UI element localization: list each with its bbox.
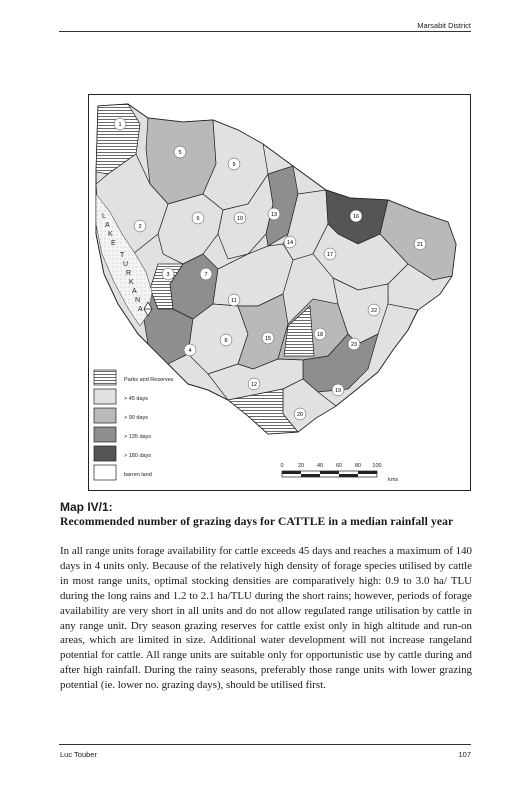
map-title: Map IV/1: xyxy=(60,500,113,514)
scale-tick-label: 40 xyxy=(316,463,324,469)
svg-text:17: 17 xyxy=(326,252,334,258)
svg-text:6: 6 xyxy=(196,216,200,222)
unit-marker-7 xyxy=(200,268,212,280)
lake-letter: A xyxy=(138,306,143,313)
svg-text:10: 10 xyxy=(236,216,244,222)
running-header: Marsabit District xyxy=(417,21,471,30)
svg-text:12: 12 xyxy=(250,382,258,388)
svg-text:22: 22 xyxy=(370,308,378,314)
svg-text:2: 2 xyxy=(138,224,142,230)
unit-marker-19 xyxy=(332,384,344,396)
svg-text:> 45 days: > 45 days xyxy=(124,396,149,402)
scale-tick-label: 80 xyxy=(354,463,362,469)
unit-marker-6 xyxy=(192,212,204,224)
svg-text:barren land: barren land xyxy=(124,472,152,478)
map-svg xyxy=(88,94,471,491)
unit-marker-14 xyxy=(284,236,296,248)
svg-text:20: 20 xyxy=(296,412,304,418)
svg-text:9: 9 xyxy=(232,162,236,168)
unit-marker-2 xyxy=(134,220,146,232)
unit-marker-22 xyxy=(368,304,380,316)
svg-text:> 180 days: > 180 days xyxy=(124,453,152,459)
lake-letter: L xyxy=(102,213,106,220)
lake-letter: A xyxy=(105,222,110,229)
scale-tick-label: 100 xyxy=(372,463,382,469)
svg-text:19: 19 xyxy=(334,388,342,394)
unit-marker-12 xyxy=(248,378,260,390)
svg-text:5: 5 xyxy=(178,150,182,156)
unit-marker-18 xyxy=(314,328,326,340)
lake-letter: A xyxy=(132,288,137,295)
svg-text:8: 8 xyxy=(224,338,228,344)
unit-marker-20 xyxy=(294,408,306,420)
unit-marker-17 xyxy=(324,248,336,260)
svg-text:18: 18 xyxy=(316,332,324,338)
svg-text:16: 16 xyxy=(352,214,360,220)
unit-marker-11 xyxy=(228,294,240,306)
svg-text:1: 1 xyxy=(118,122,122,128)
lake-letter: U xyxy=(123,261,129,268)
lake-letter: T xyxy=(120,252,125,259)
unit-marker-3 xyxy=(162,268,174,280)
map-subtitle: Recommended number of grazing days for CATTLE in a median rainfall year xyxy=(60,515,454,528)
lake-letter: N xyxy=(135,297,141,304)
scale-tick-label: 0 xyxy=(280,463,284,469)
footer-author: Luc Touber xyxy=(60,750,97,759)
unit-marker-16 xyxy=(350,210,362,222)
page-number: 107 xyxy=(458,750,471,759)
unit-marker-8 xyxy=(220,334,232,346)
svg-text:21: 21 xyxy=(416,242,424,248)
svg-text:7: 7 xyxy=(204,272,208,278)
svg-text:23: 23 xyxy=(350,342,358,348)
unit-marker-4 xyxy=(184,344,196,356)
unit-marker-10 xyxy=(234,212,246,224)
unit-marker-1 xyxy=(114,118,126,130)
scale-unit: kms xyxy=(388,477,399,483)
unit-marker-9 xyxy=(228,158,240,170)
svg-text:11: 11 xyxy=(231,298,237,304)
svg-text:4: 4 xyxy=(188,348,192,354)
footer-rule xyxy=(59,744,471,745)
scale-tick-label: 60 xyxy=(335,463,343,469)
body-paragraph: In all range units forage availability for cattle exceeds 45 days and reaches a maximum of 140 days in 4 units only. Because of the relatively high density of forage species utilised by cattle in most range units, optimal stocking densities are comparatively high: 0.9 to 3.0 ha/ TLU during the long rains and 1.2 to 2.1 ha/TLU during the short rains; however, periods of forage availability are very short in all units and do not allow regulated range utilisation by cattle in any range unit. Dry season grazing reserves for cattle exist only in high altitude and run-on areas, which are limited in size. Additional water development will not increase rangeland potential for cattle. All range units are suitable only for opportunistic use by cattle during and after high rainfall. During the rainy seasons, preferably those range units with lower grazing potential (ie. lower no. grazing days), should be utilised first. xyxy=(60,545,472,692)
svg-text:Parks and Reserves: Parks and Reserves xyxy=(124,377,174,383)
svg-text:> 90 days: > 90 days xyxy=(124,415,149,421)
svg-text:> 135 days: > 135 days xyxy=(124,434,152,440)
unit-marker-23 xyxy=(348,338,360,350)
scale-tick-label: 20 xyxy=(297,463,305,469)
map-figure xyxy=(88,94,471,491)
unit-marker-21 xyxy=(414,238,426,250)
unit-marker-13 xyxy=(268,208,280,220)
svg-text:13: 13 xyxy=(270,212,278,218)
unit-marker-5 xyxy=(174,146,186,158)
svg-text:15: 15 xyxy=(264,336,272,342)
lake-letter: K xyxy=(129,279,134,286)
unit-marker-15 xyxy=(262,332,274,344)
lake-letter: K xyxy=(108,231,113,238)
svg-text:14: 14 xyxy=(286,240,294,246)
lake-letter: R xyxy=(126,270,132,277)
svg-text:3: 3 xyxy=(166,272,170,278)
lake-letter: E xyxy=(111,240,116,247)
header-rule xyxy=(59,31,471,32)
